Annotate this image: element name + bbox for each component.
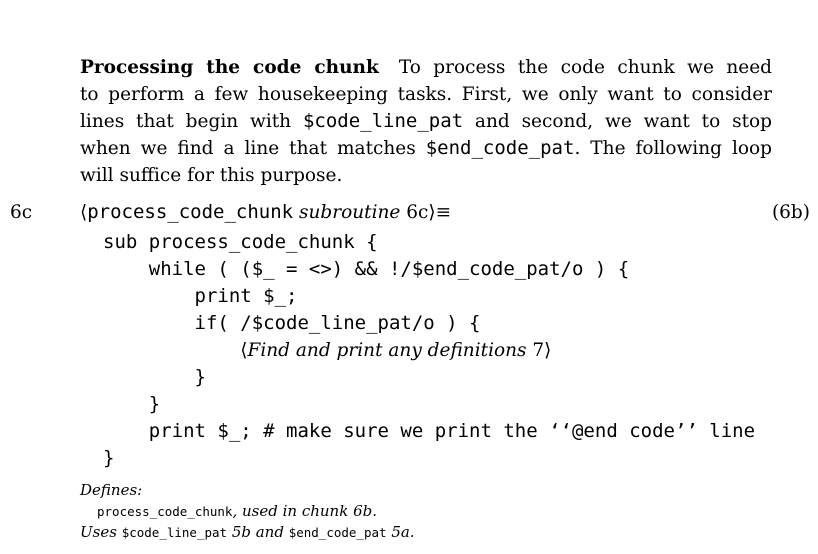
text-segment: Uses (80, 523, 122, 541)
code-block (103, 229, 818, 472)
paragraph-line (80, 135, 772, 162)
text-segment (103, 339, 240, 361)
paragraph-line (80, 54, 772, 81)
chunk-page-ref: (6b) (771, 202, 810, 223)
text-segment: To process the code chunk we need (398, 57, 772, 78)
text-segment: print $_; # make sure we print the ‘‘@end code’’ line (103, 420, 756, 442)
text-segment: 5b and (227, 523, 289, 541)
text-segment: } (103, 393, 161, 415)
text-segment: when we find a line that matches (80, 138, 426, 159)
text-segment: while ( ($_ = <>) && !/$end_code_pat/o ) { (103, 258, 630, 280)
code-line (103, 256, 818, 283)
paragraph-line (80, 162, 772, 189)
text-segment: } (103, 447, 115, 469)
text-segment: . The following loop (574, 138, 773, 159)
text-segment: $code_line_pat (302, 110, 464, 132)
text-segment: $end_code_pat (425, 137, 575, 159)
paragraph-line (80, 81, 772, 108)
code-line (103, 445, 818, 472)
text-segment: 7⟩ (526, 340, 552, 361)
code-line (103, 229, 818, 256)
defines-list (80, 501, 780, 522)
text-segment: , used in chunk 6b. (232, 502, 377, 520)
text-segment: and second, we want to stop (463, 111, 772, 132)
code-line (103, 418, 818, 445)
body-text-paragraph (80, 54, 772, 189)
text-segment: ⟨ (80, 202, 88, 223)
text-segment: sub process_code_chunk { (103, 231, 378, 253)
text-segment: process_code_chunk (97, 504, 233, 519)
paragraph-line (80, 108, 772, 135)
defines-line (80, 501, 780, 522)
text-segment: print $_; (103, 285, 298, 307)
text-segment: will suffice for this purpose. (80, 165, 343, 186)
chunk-definition-header (0, 199, 810, 226)
chunk-name-header (80, 199, 451, 226)
text-segment: if( /$code_line_pat/o ) { (103, 312, 481, 334)
chunk-margin-label: 6c (10, 202, 33, 223)
text-segment: subroutine (299, 202, 401, 223)
code-line (103, 391, 818, 418)
text-segment: 6c⟩≡ (400, 202, 452, 223)
text-segment: ⟨ (240, 340, 248, 361)
defines-label: Defines: (80, 481, 143, 499)
text-segment: $end_code_pat (288, 525, 387, 540)
code-line (103, 283, 818, 310)
code-line (103, 337, 818, 364)
uses-line (80, 522, 780, 543)
code-line (103, 310, 818, 337)
text-segment: $code_line_pat (121, 525, 228, 540)
code-line (103, 364, 818, 391)
text-segment: process_code_chunk (87, 201, 294, 223)
text-segment: lines that begin with (80, 111, 303, 132)
text-segment: 5a. (386, 523, 415, 541)
text-segment: Processing the code chunk (80, 57, 379, 78)
text-segment: } (103, 366, 206, 388)
text-segment: to perform a few housekeeping tasks. First, we only want to consider (80, 84, 772, 105)
cross-reference (80, 480, 780, 543)
text-segment: Find and print any definitions (247, 340, 527, 361)
